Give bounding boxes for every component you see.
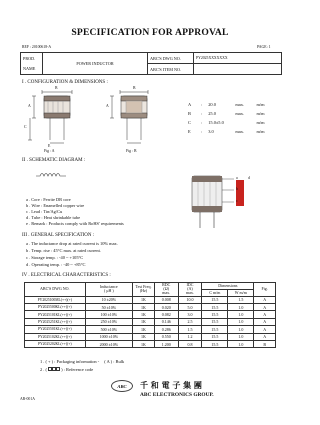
- cell-c: 15.5: [202, 311, 228, 318]
- cell-idc: 1.5: [178, 326, 202, 333]
- col-idc-unit: (A): [187, 286, 193, 292]
- dimension-row: B : 25.0 max. m/m: [188, 111, 265, 116]
- col-fig: Fig.: [254, 283, 276, 297]
- cell-ind: 100 ±10%: [85, 311, 133, 318]
- section-electrical-title: IV . ELECTRICAL CHARACTERISTICS :: [22, 273, 111, 278]
- cell-rdc: 0.146: [154, 318, 178, 325]
- dim-unit2: m/m: [256, 111, 265, 116]
- cell-c: 15.5: [202, 318, 228, 325]
- table-row: [25, 333, 276, 340]
- cell-w: 1.0: [228, 318, 254, 325]
- cell-rdc: 0.020: [154, 303, 178, 310]
- dimension-row: A : 20.0 max. m/m: [188, 102, 265, 107]
- cell-c: 15.5: [202, 303, 228, 310]
- header-table: [20, 52, 282, 75]
- section-schematic-title: II . SCHEMATIC DIAGRAM :: [22, 158, 86, 163]
- fig-b-caption: Fig : B: [126, 149, 137, 153]
- schematic-item: d . Tube : Heat shrinkable tube: [26, 215, 81, 220]
- cell-dwg: PY2025202KL(++)(+): [25, 340, 86, 347]
- cell-fig: A: [254, 311, 276, 318]
- abc-item-label: ABC'S ITEM NO.: [148, 64, 194, 75]
- cell-idc: 0.8: [178, 340, 202, 347]
- prod-label: PROD.: [21, 53, 43, 64]
- dim-unit: max.: [235, 102, 244, 107]
- cell-freq: 1K: [133, 296, 155, 303]
- cell-ind: 1000 ±10%: [85, 333, 133, 340]
- general-item: c . Storage temp. : -40 ~ +105°C: [26, 255, 84, 260]
- cell-c: 15.5: [202, 326, 228, 333]
- col-rdc-max: max.: [162, 290, 171, 296]
- col-idc-label: IDC: [186, 282, 194, 287]
- cell-ind: 250 ±10%: [85, 318, 133, 325]
- cell-dwg: PY2025500KL(++)(+): [25, 303, 86, 310]
- general-item: b . Temp. rise : 45°C max. at rated current.: [26, 248, 101, 253]
- schematic-item: a . Core : Ferrite DR core: [26, 197, 71, 202]
- section-configuration-title: I . CONFIGURATION & DIMENSIONS :: [22, 80, 108, 85]
- schematic-label-b: b: [236, 187, 238, 191]
- col-rdc: [154, 283, 178, 297]
- note-reference-suffix: ) : Reference code: [61, 367, 94, 372]
- schematic-item: e . Remark : Products comply with RoHS' requirements: [26, 221, 124, 226]
- cell-c: 15.5: [202, 296, 228, 303]
- general-item: d . Operating temp. : -40 ~ +85°C: [26, 262, 86, 267]
- name-label: NAME: [21, 64, 43, 75]
- dim-unit2: m/m: [256, 129, 265, 134]
- col-inductance-label: Inductance: [100, 284, 118, 290]
- cell-w: 1.0: [228, 340, 254, 347]
- cell-c: 15.5: [202, 333, 228, 340]
- cell-ind: 50 ±10%: [85, 303, 133, 310]
- dim-key: A: [188, 102, 192, 107]
- col-rdc-unit: (Ω): [163, 286, 170, 292]
- cell-fig: A: [254, 333, 276, 340]
- fig-a-caption: Fig : A: [44, 149, 55, 153]
- table-row: [25, 296, 276, 303]
- cell-w: 1.0: [228, 303, 254, 310]
- cell-fig: A: [254, 326, 276, 333]
- table-row: [25, 311, 276, 318]
- dim-unit: max.: [235, 129, 244, 134]
- cell-dwg: PY2025100ML(++)(+): [25, 296, 86, 303]
- cell-freq: 1K: [133, 326, 155, 333]
- schematic-coil-symbol: [34, 170, 74, 180]
- table-row: [25, 340, 276, 347]
- col-test-freq: [133, 283, 155, 297]
- dim-value: 25.0: [208, 111, 216, 116]
- cell-freq: 1K: [133, 333, 155, 340]
- section-general-title: III . GENERAL SPECIFICATION :: [22, 233, 95, 238]
- cell-ind: 2000 ±10%: [85, 340, 133, 347]
- cell-rdc: 0.008: [154, 296, 178, 303]
- page-number: PAGE: 1: [257, 45, 271, 49]
- dim-key: C: [188, 120, 191, 125]
- schematic-item: b . Wire : Enamelled copper wire: [26, 203, 85, 208]
- col-dimensions: Dimensions: [202, 283, 254, 290]
- cell-w: 1.5: [228, 296, 254, 303]
- cell-dwg: PY2025251KL(++)(+): [25, 318, 86, 325]
- reference-code-box: [56, 367, 60, 371]
- dimension-row: E : 3.0 max. m/m: [188, 129, 265, 134]
- cell-fig: A: [254, 318, 276, 325]
- cell-rdc: 0.286: [154, 326, 178, 333]
- cell-rdc: 0.550: [154, 333, 178, 340]
- dim-value: 20.0: [208, 102, 216, 107]
- cell-idc: 10.0: [178, 296, 202, 303]
- company-logo: ABC: [111, 380, 133, 392]
- cell-idc: 5.0: [178, 303, 202, 310]
- abc-dwg-value: PY2025XXXXXXX: [194, 53, 282, 64]
- fig-a-letter-a: A: [28, 104, 31, 108]
- dimension-row: C : 15.0±5.0 m/m: [188, 120, 265, 125]
- cell-w: 1.0: [228, 311, 254, 318]
- note-reference-prefix: 2 . (: [40, 367, 47, 372]
- cell-dwg: PY2025102KL(++)(+): [25, 333, 86, 340]
- cell-rdc: 1.200: [154, 340, 178, 347]
- col-idc-max: max.: [186, 290, 194, 296]
- cell-fig: A: [254, 296, 276, 303]
- cell-idc: 1.2: [178, 333, 202, 340]
- col-w: W m/m: [228, 289, 254, 296]
- cell-dwg: PY2025501KL(++)(+): [25, 326, 86, 333]
- form-number: AR-001A: [20, 397, 35, 401]
- dim-value: 3.0: [208, 129, 214, 134]
- cell-rdc: 0.082: [154, 311, 178, 318]
- cell-idc: 3.0: [178, 311, 202, 318]
- col-inductance: [85, 283, 133, 297]
- note-packaging: [40, 360, 124, 364]
- cell-dwg: PY2025101KL(++)(+): [25, 311, 86, 318]
- cell-ind: 10 ±20%: [85, 296, 133, 303]
- fig-a-drawing: [28, 90, 72, 143]
- dim-unit: max.: [235, 111, 244, 116]
- abc-dwg-label: ABC'S DWG NO.: [148, 53, 194, 64]
- note-packaging-bulk: ( A ) : Bulk: [104, 359, 125, 364]
- cell-freq: 1K: [133, 311, 155, 318]
- cell-freq: 1K: [133, 303, 155, 310]
- col-rdc-label: RDC: [162, 282, 171, 287]
- col-test-freq-label: Test Freq.: [135, 284, 152, 290]
- electrical-table: [24, 282, 276, 348]
- cell-freq: 1K: [133, 318, 155, 325]
- dim-value: 15.0±5.0: [208, 120, 224, 125]
- ref-number: REF : 20100618-A: [22, 45, 52, 49]
- note-packaging-text: 1 . ( + ) : Packaging information -: [40, 359, 100, 364]
- fig-a-letter-c: C: [24, 125, 27, 129]
- dim-unit2: m/m: [256, 102, 265, 107]
- cell-w: 1.0: [228, 326, 254, 333]
- schematic-drawing: [178, 170, 258, 230]
- cell-c: 15.5: [202, 340, 228, 347]
- schematic-item: c . Lead : Tin/Ag/Cu: [26, 209, 63, 214]
- cell-w: 1.0: [228, 333, 254, 340]
- col-idc: [178, 283, 202, 297]
- table-row: [25, 318, 276, 325]
- col-inductance-unit: ( μH ): [104, 288, 114, 294]
- fig-b-letter-a: A: [106, 104, 109, 108]
- table-row: [25, 326, 276, 333]
- cell-ind: 500 ±10%: [85, 326, 133, 333]
- dim-key: B: [188, 111, 191, 116]
- note-reference: [40, 367, 93, 372]
- fig-a-letter-e: E: [48, 144, 51, 148]
- page-title: SPECIFICATION FOR APPROVAL: [71, 27, 229, 38]
- product-name: POWER INDUCTOR: [43, 53, 148, 75]
- schematic-label-c: c: [236, 199, 238, 203]
- table-row: [25, 303, 276, 310]
- general-item: a . The inductance drop at rated current is 10% max.: [26, 241, 118, 246]
- col-c: C m/m: [202, 289, 228, 296]
- company-name-cn: 千 和 電 子 集 團: [140, 381, 202, 390]
- fig-b-letter-b: B: [133, 86, 136, 90]
- cell-freq: 1K: [133, 340, 155, 347]
- schematic-label-a: a: [236, 176, 238, 180]
- schematic-label-d: d: [248, 176, 250, 180]
- col-dwg: ABC'S DWG NO.: [25, 283, 86, 297]
- dim-unit2: m/m: [256, 120, 265, 125]
- company-name-en: ABC ELECTRONICS GROUP.: [140, 392, 214, 398]
- col-test-freq-unit: (Hz): [139, 288, 148, 294]
- cell-idc: 2.5: [178, 318, 202, 325]
- dim-key: E: [188, 129, 191, 134]
- fig-a-letter-b: B: [55, 86, 58, 90]
- fig-b-drawing: [110, 90, 148, 143]
- cell-fig: B: [254, 340, 276, 347]
- abc-item-value: [194, 64, 282, 75]
- cell-fig: A: [254, 303, 276, 310]
- configuration-drawing: [20, 86, 170, 152]
